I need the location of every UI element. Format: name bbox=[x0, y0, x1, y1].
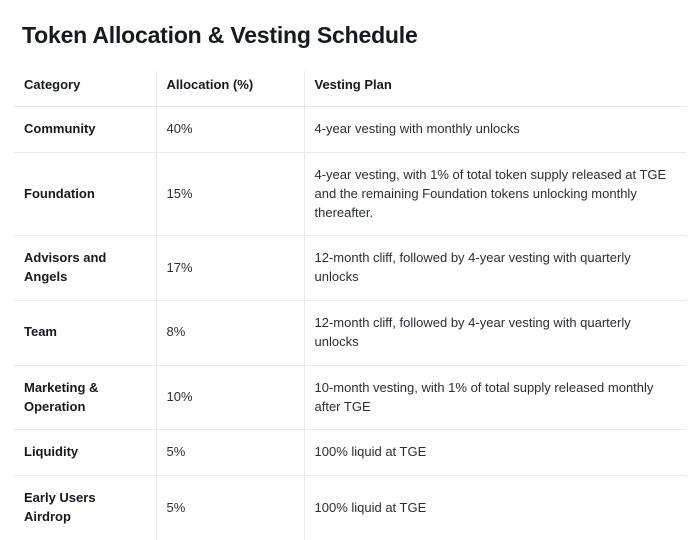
cell-category: Advisors and Angels bbox=[14, 236, 156, 301]
table-row bbox=[14, 236, 686, 301]
column-header-vesting-plan: Vesting Plan bbox=[304, 71, 686, 107]
table-row bbox=[14, 365, 686, 430]
table-row bbox=[14, 107, 686, 153]
cell-vesting-plan: 10-month vesting, with 1% of total supply released monthly after TGE bbox=[304, 365, 686, 430]
cell-category: Liquidity bbox=[14, 430, 156, 476]
cell-vesting-plan: 12-month cliff, followed by 4-year vesting with quarterly unlocks bbox=[304, 301, 686, 366]
cell-allocation: 8% bbox=[156, 301, 304, 366]
cell-category: Early Users Airdrop bbox=[24, 490, 96, 525]
cell-vesting-plan: 100% liquid at TGE bbox=[304, 430, 686, 476]
column-header-category: Category bbox=[14, 71, 156, 107]
cell-category: Community bbox=[14, 107, 156, 153]
cell-allocation: 5% bbox=[156, 430, 304, 476]
cell-allocation: 15% bbox=[156, 152, 304, 236]
cell-vesting-plan: 100% liquid at TGE bbox=[304, 476, 686, 540]
table-row bbox=[14, 152, 686, 236]
table-header-row bbox=[14, 71, 686, 107]
cell-allocation: 40% bbox=[156, 107, 304, 153]
cell-allocation: 17% bbox=[156, 236, 304, 301]
token-allocation-table bbox=[14, 71, 686, 540]
table-row bbox=[14, 430, 686, 476]
page-title: Token Allocation & Vesting Schedule bbox=[22, 22, 418, 48]
cell-category: Foundation bbox=[14, 152, 156, 236]
cell-category: Marketing & Operation bbox=[14, 365, 156, 430]
table-row bbox=[14, 476, 686, 540]
cell-allocation: 10% bbox=[156, 365, 304, 430]
cell-vesting-plan: 4-year vesting, with 1% of total token supply released at TGE and the remaining Foundation tokens unlocking monthly thereafter. bbox=[304, 152, 686, 236]
cell-allocation: 5% bbox=[156, 476, 304, 540]
cell-category: Team bbox=[14, 301, 156, 366]
cell-vesting-plan: 4-year vesting with monthly unlocks bbox=[304, 107, 686, 153]
cell-vesting-plan: 12-month cliff, followed by 4-year vesting with quarterly unlocks bbox=[304, 236, 686, 301]
column-header-allocation: Allocation (%) bbox=[156, 71, 304, 107]
table-row bbox=[14, 301, 686, 366]
